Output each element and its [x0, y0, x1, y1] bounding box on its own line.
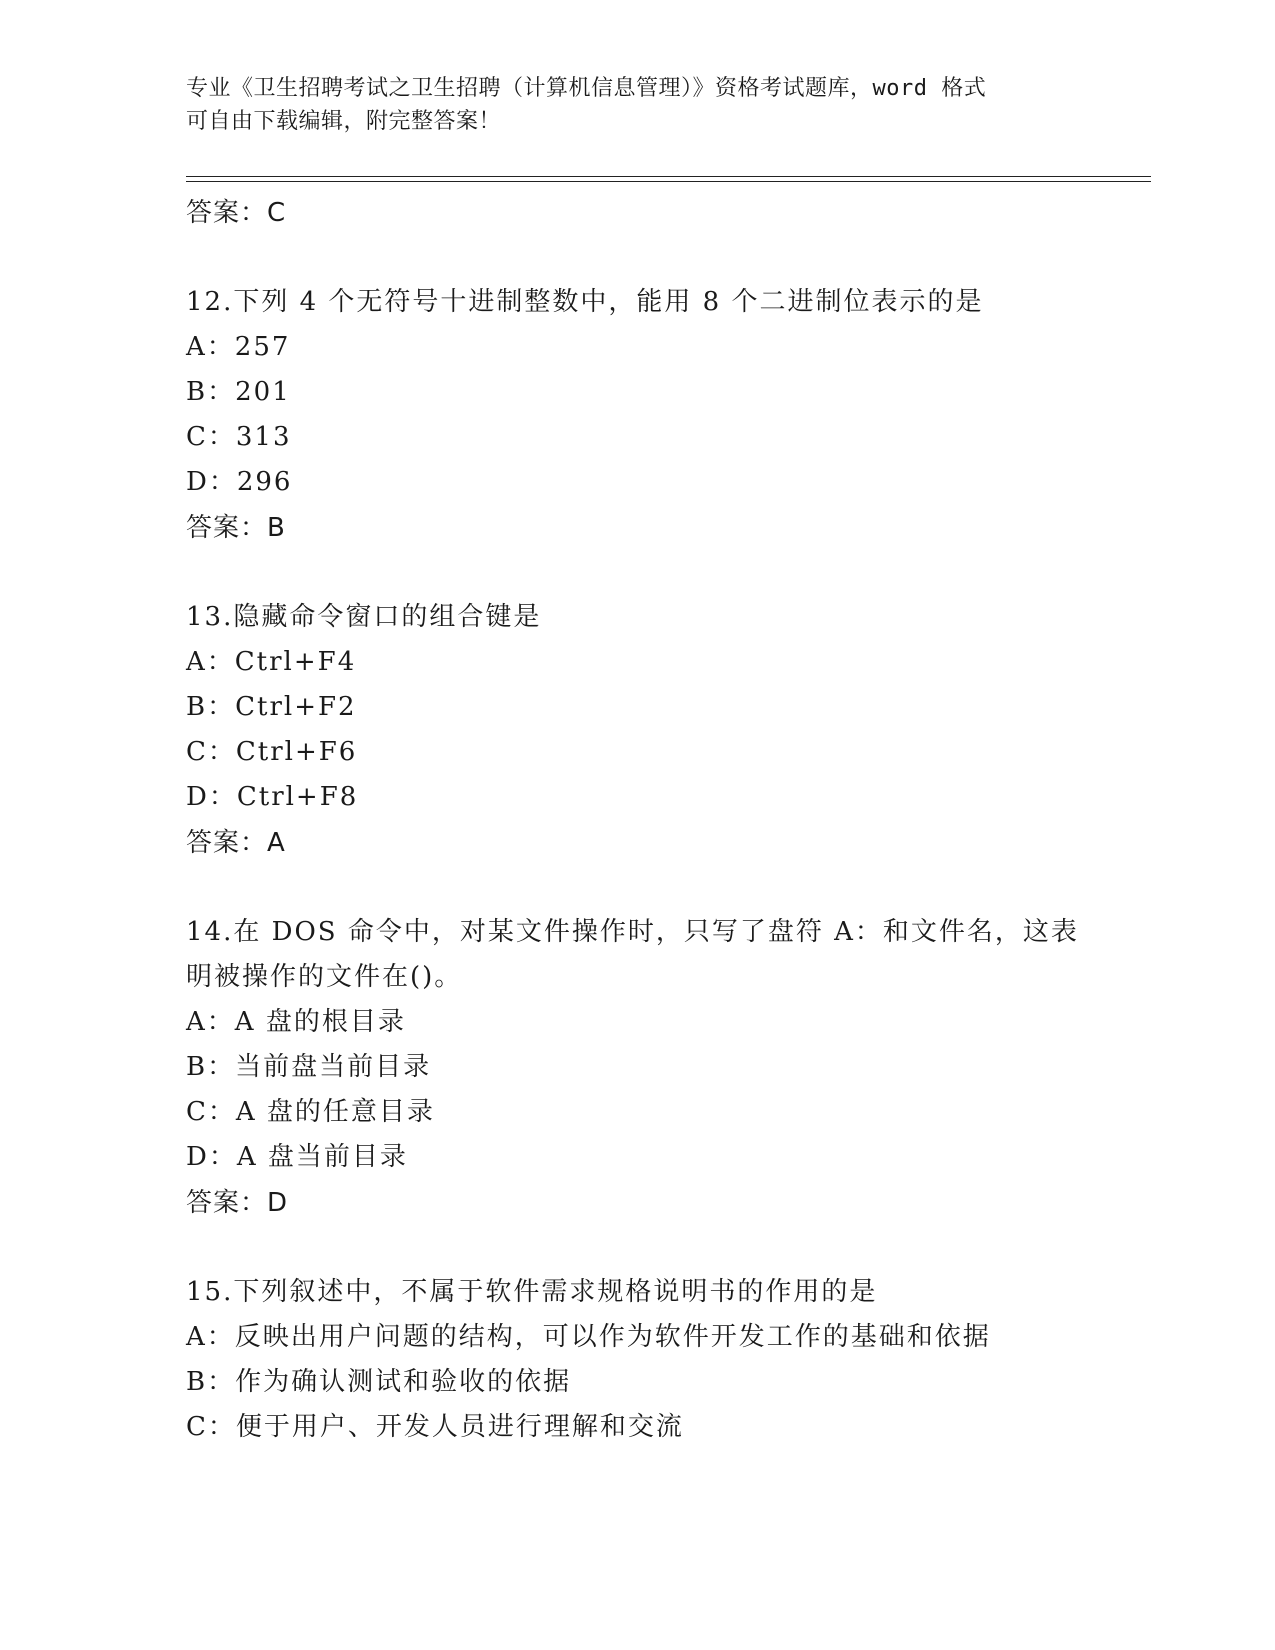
question-list [186, 190, 1146, 1494]
answer-option: A：反映出用户问题的结构，可以作为软件开发工作的基础和依据 [186, 1322, 991, 1352]
answer-option: C：A 盘的任意目录 [186, 1097, 435, 1127]
question-stem: 14.在 DOS 命令中，对某文件操作时，只写了盘符 A：和文件名，这表 [186, 917, 1079, 947]
answer-option: D：296 [186, 467, 293, 497]
question-stem: 13.隐藏命令窗口的组合键是 [186, 602, 542, 632]
answer-option: B：Ctrl+F2 [186, 692, 357, 722]
question-stem: 15.下列叙述中，不属于软件需求规格说明书的作用的是 [186, 1277, 878, 1307]
answer-key: 答案：A [186, 828, 286, 858]
header-divider-bottom [186, 181, 1151, 182]
question-block [186, 1270, 1146, 1450]
question-block [186, 595, 1146, 866]
document-header [186, 72, 1086, 138]
answer-option: D：Ctrl+F8 [186, 782, 359, 812]
question-stem: 12.下列 4 个无符号十进制整数中，能用 8 个二进制位表示的是 [186, 287, 984, 317]
question-block [186, 910, 1146, 1226]
answer-option: A：A 盘的根目录 [186, 1007, 406, 1037]
header-line-2: 可自由下载编辑，附完整答案！ [186, 109, 502, 134]
answer-option: C：便于用户、开发人员进行理解和交流 [186, 1412, 684, 1442]
answer-option: D：A 盘当前目录 [186, 1142, 408, 1172]
previous-answer: 答案：C [186, 198, 287, 228]
answer-option: A：257 [186, 332, 291, 362]
header-line-1: 专业《卫生招聘考试之卫生招聘（计算机信息管理）》资格考试题库，word 格式 [186, 76, 987, 101]
answer-option: B：201 [186, 377, 291, 407]
answer-option: C：Ctrl+F6 [186, 737, 358, 767]
answer-option: B：作为确认测试和验收的依据 [186, 1367, 572, 1397]
answer-key: 答案：B [186, 513, 286, 543]
answer-key: 答案：D [186, 1188, 289, 1218]
answer-option: A：Ctrl+F4 [186, 647, 357, 677]
question-stem: 明被操作的文件在()。 [186, 962, 463, 992]
answer-option: B：当前盘当前目录 [186, 1052, 432, 1082]
header-divider-top [186, 176, 1151, 177]
answer-option: C：313 [186, 422, 292, 452]
question-block [186, 280, 1146, 551]
